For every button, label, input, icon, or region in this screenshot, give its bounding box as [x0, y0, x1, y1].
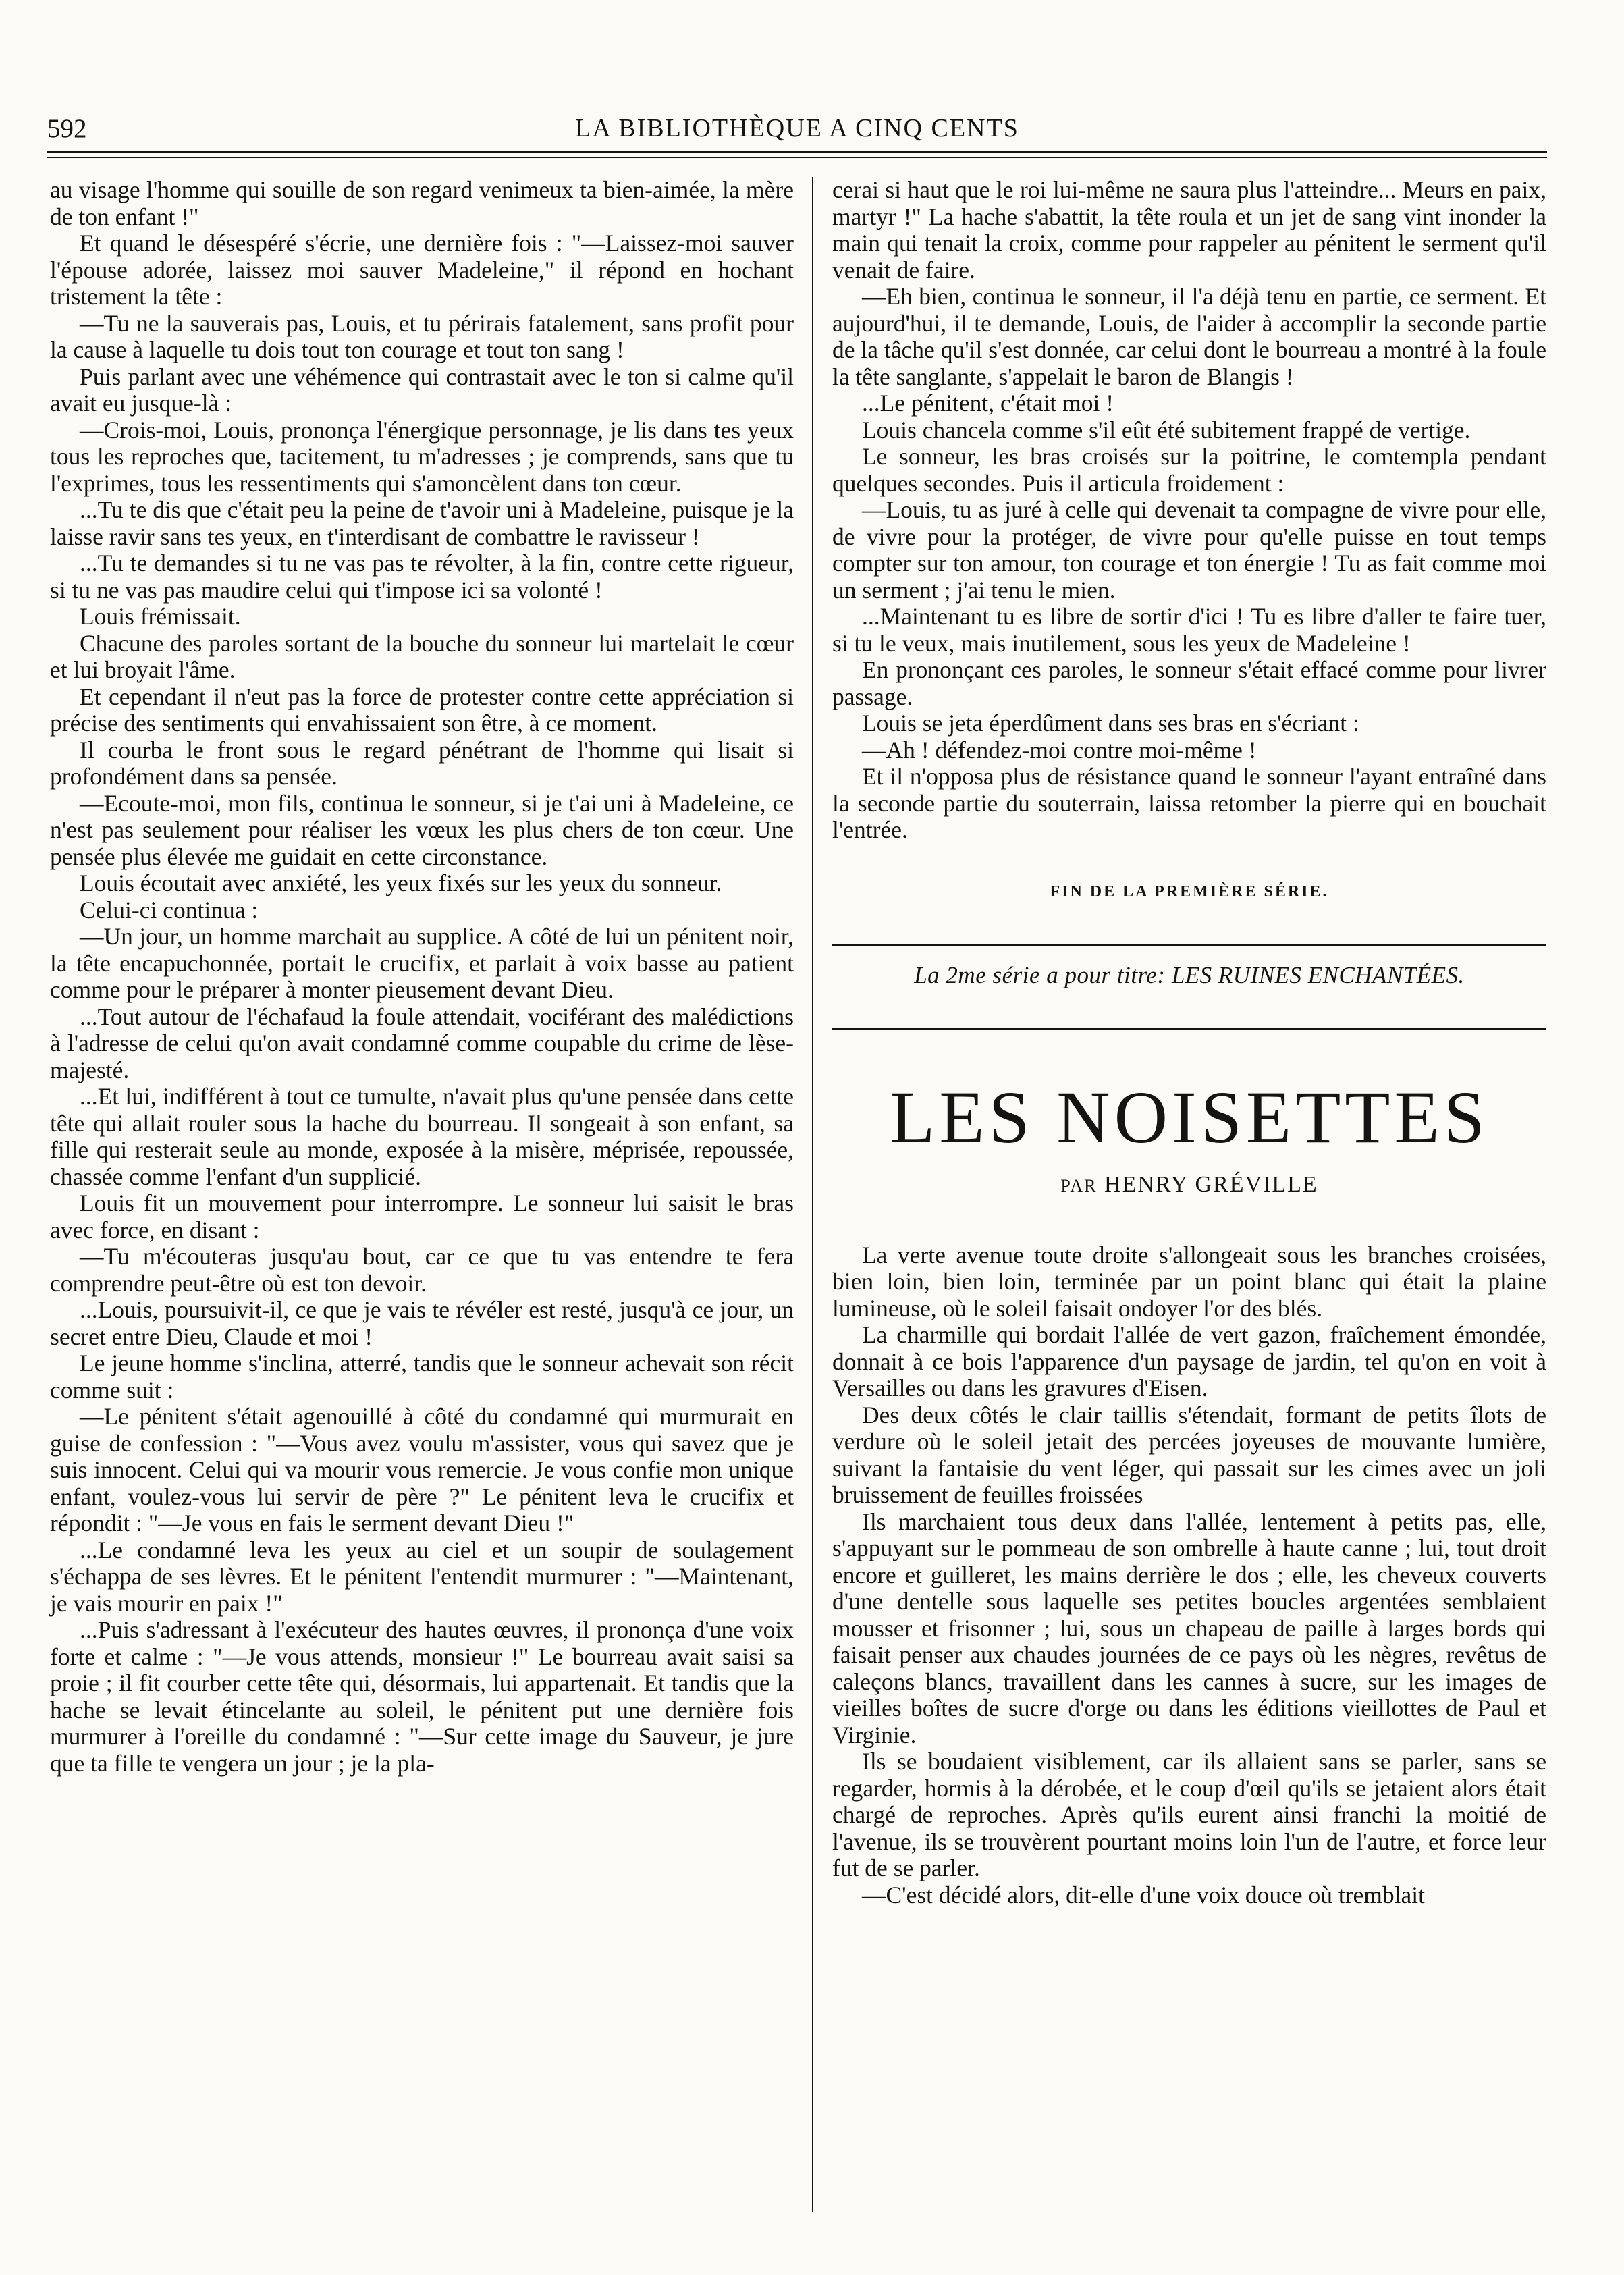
paragraph: Ils se boudaient visiblement, car ils allaient sans se parler, sans se regarder, hormis à la dérobée, et le coup d'œil qu'ils se jetaient alors était chargé de reproches. Après qu'ils eurent ainsi franchi la moitié de l'avenue, ils se trouvèrent pourtant moins loin l'un de l'autre, et force leur fut de se parler. — [832, 1748, 1546, 1881]
section-double-rule — [832, 1028, 1546, 1033]
header-rule-bottom — [47, 157, 1547, 158]
next-series-note: La 2me série a pour titre: LES RUINES ENCHANTÉES. — [914, 961, 1465, 988]
paragraph: ...Le condamné leva les yeux au ciel et un soupir de soulagement s'échappa de ses lèvres. Et le pénitent l'entendit murmurer : "—Maintenant, je vais mourir en paix !" — [50, 1536, 794, 1617]
page-header — [47, 108, 1547, 149]
paragraph: ...Et lui, indifférent à tout ce tumulte, n'avait plus qu'une pensée dans cette tête qui allait rouler sous la hache du bourreau. Il songeait à son enfant, sa fille qui resterait seule au monde, exposée à la misère, méprisée, repoussée, chassée comme l'enfant d'un supplicié. — [50, 1083, 794, 1190]
paragraph: Louis fit un mouvement pour interrompre. Le sonneur lui saisit le bras avec force, en disant : — [50, 1189, 794, 1243]
paragraph: La verte avenue toute droite s'allongeait sous les branches croisées, bien loin, bien loin, terminée par un point blanc qui était la plaine lumineuse, où le soleil faisait ondoyer l'or des blés. — [832, 1241, 1546, 1322]
paragraph: —Tu m'écouteras jusqu'au bout, car ce que tu vas entendre te fera comprendre peut-être où est ton devoir. — [50, 1243, 794, 1297]
paragraph: au visage l'homme qui souille de son regard venimeux ta bien-aimée, la mère de ton enfant !" — [50, 176, 794, 230]
paragraph: ...Tout autour de l'échafaud la foule attendait, vociférant des malédictions à l'adresse de celui qu'on avait condamné comme coupable du crime de lèse-majesté. — [50, 1002, 794, 1083]
novel-title: LES NOISETTES — [890, 1075, 1489, 1158]
byline — [832, 1172, 1546, 1198]
paragraph: Il courba le front sous le regard pénétrant de l'homme qui lisait si profondément dans sa pensée. — [50, 736, 794, 790]
paragraph: En prononçant ces paroles, le sonneur s'était effacé comme pour livrer passage. — [832, 656, 1546, 710]
end-of-series-label: FIN DE LA PREMIÈRE SÉRIE. — [1050, 882, 1329, 901]
running-title: LA BIBLIOTHÈQUE A CINQ CENTS — [575, 114, 1019, 142]
page-number: 592 — [47, 114, 87, 143]
left-column — [50, 177, 794, 1777]
paragraph: ...Louis, poursuivit-il, ce que je vais te révéler est resté, jusqu'à ce jour, un secret entre Dieu, Claude et moi ! — [50, 1296, 794, 1350]
paragraph: Louis frémissait. — [80, 603, 241, 630]
paragraph: Louis chancela comme s'il eût été subitement frappé de vertige. — [862, 416, 1471, 444]
header-rule-top — [47, 151, 1547, 153]
paragraph: Et quand le désespéré s'écrie, une dernière fois : "—Laissez-moi sauver l'épouse adorée, laissez moi sauver Madeleine," il répond en hochant tristement la tête : — [50, 230, 794, 310]
paragraph: ...Puis s'adressant à l'exécuteur des hautes œuvres, il prononça d'une voix forte et calme : "—Je vous attends, monsieur !" Le bourreau avait saisi sa proie ; il fit courber cette tête qui, désormais, lui appartenait. Et tandis que la hache se levait étincelante au soleil, le pénitent put une dernière fois murmurer à l'oreille du condamné : "—Sur cette image du Sauveur, je jure que ta fille te vengera un jour ; je la pla- — [50, 1616, 794, 1777]
paragraph: —Ecoute-moi, mon fils, continua le sonneur, si je t'ai uni à Madeleine, ce n'est pas seulement pour réaliser les vœux les plus chers de ton cœur. Une pensée plus élevée me guidait en cette circonstance. — [50, 789, 794, 870]
paragraph: Le sonneur, les bras croisés sur la poitrine, le comtempla pendant quelques secondes. Puis il articula froidement : — [832, 443, 1546, 497]
paragraph: ...Maintenant tu es libre de sortir d'ici ! Tu es libre d'aller te faire tuer, si tu le veux, mais inutilement, sous les yeux de Madeleine ! — [832, 603, 1546, 657]
paragraph: Puis parlant avec une véhémence qui contrastait avec le ton si calme qu'il avait eu jusque-là : — [50, 363, 794, 417]
paragraph: Chacune des paroles sortant de la bouche du sonneur lui martelait le cœur et lui broyait l'âme. — [50, 629, 794, 683]
paragraph: ...Tu te demandes si tu ne vas pas te révolter, à la fin, contre cette rigueur, si tu ne vas pas maudire celui qui t'impose ici sa volonté ! — [50, 550, 794, 604]
right-column — [832, 177, 1546, 1908]
paragraph: La charmille qui bordait l'allée de vert gazon, fraîchement émondée, donnait à ce bois l'apparence d'un paysage de jardin, tel qu'on en voit à Versailles ou dans les gravures d'Eisen. — [832, 1321, 1546, 1401]
paragraph: Le jeune homme s'inclina, atterré, tandis que le sonneur achevait son récit comme suit : — [50, 1349, 794, 1403]
paragraph: Louis écoutait avec anxiété, les yeux fixés sur les yeux du sonneur. — [80, 869, 722, 896]
paragraph: —Crois-moi, Louis, prononça l'énergique personnage, je lis dans tes yeux tous les reproches que, tacitement, tu m'adresses ; je comprends, sans que tu l'exprimes, tous les ressentiments qui s'amoncèlent dans ton cœur. — [50, 416, 794, 497]
paragraph: Et cependant il n'eut pas la force de protester contre cette appréciation si précise des sentiments qui envahissaient son être, à ce moment. — [50, 682, 794, 737]
paragraph: Ils marchaient tous deux dans l'allée, lentement à petits pas, elle, s'appuyant sur le pommeau de son ombrelle à haute canne ; lui, tout droit encore et guilleret, les mains derrière le dos ; elle, les cheveux couverts d'une dentelle sous laquelle ses petites boucles argentées semblaient mousser et frisonner ; lui, sous un chapeau de paille à larges bords qui faisait penser aux chaudes journées de ce pays où les nègres, revêtus de caleçons blancs, travaillent dans les cannes à sucre, sur les images de vieilles boîtes de sucre d'orge ou dans les éditions vieillottes de Paul et Virginie. — [832, 1507, 1546, 1748]
paragraph: —C'est décidé alors, dit-elle d'une voix douce où tremblait — [862, 1881, 1425, 1908]
paragraph: —Louis, tu as juré à celle qui devenait ta compagne de vivre pour elle, de vivre pour la protéger, de vivre pour qu'elle puisse en tout temps compter sur ton amour, ton courage et ton énergie ! Tu as fait comme moi un serment ; j'ai tenu le mien. — [832, 496, 1546, 604]
serial-conclusion — [832, 177, 1546, 844]
paragraph: ...Le pénitent, c'était moi ! — [862, 390, 1114, 417]
byline-prefix: PAR — [1060, 1175, 1098, 1196]
paragraph: ...Tu te dis que c'était peu la peine de t'avoir uni à Madeleine, puisque je la laisse ravir sans tes yeux, en t'interdisant de combattre le ravisseur ! — [50, 496, 794, 550]
byline-author: HENRY GRÉVILLE — [1104, 1171, 1318, 1197]
paragraph: Louis se jeta éperdûment dans ses bras en s'écriant : — [862, 710, 1359, 737]
column-divider — [812, 177, 813, 2212]
paragraph: —Eh bien, continua le sonneur, il l'a déjà tenu en partie, ce serment. Et aujourd'hui, il te demande, Louis, de l'aider à accomplir la seconde partie de la tâche qu'il s'est donnée, car celui dont le bourreau a montré à la foule la tête sanglante, s'appelait le baron de Blangis ! — [832, 283, 1546, 390]
story-text — [832, 1242, 1546, 1909]
paragraph: —Ah ! défendez-moi contre moi-même ! — [862, 736, 1257, 764]
paragraph: —Le pénitent s'était agenouillé à côté du condamné qui murmurait en guise de confession : "—Vous avez voulu m'assister, vous qui savez que je suis innocent. Celui qui va mourir vous remercie. Je vous confie mon unique enfant, voulez-vous lui servir de père ?" Le pénitent leva le crucifix et répondit : "—Je vous en fais le serment devant Dieu !" — [50, 1403, 794, 1536]
paragraph: Des deux côtés le clair taillis s'étendait, formant de petits îlots de verdure où le soleil jetait des percées joyeuses de mouvante lumière, suivant la fantaisie du vent léger, qui passait sur les cimes avec un joli bruissement de feuilles froissées — [832, 1401, 1546, 1508]
paragraph: Et il n'opposa plus de résistance quand le sonneur l'ayant entraîné dans la seconde partie du souterrain, laissa retomber la pierre qui en bouchait l'entrée. — [832, 763, 1546, 843]
paragraph: cerai si haut que le roi lui-même ne saura plus l'atteindre... Meurs en paix, martyr !" La hache s'abattit, la tête roula et un jet de sang vint inonder la main qui tenait la croix, comme pour rappeler au pénitent le serment qu'il venait de faire. — [832, 176, 1546, 284]
paragraph: Celui-ci continua : — [80, 896, 259, 924]
section-rule — [832, 944, 1546, 946]
paragraph: —Un jour, un homme marchait au supplice. A côté de lui un pénitent noir, la tête encapuchonnée, portait le crucifix, et parlait à voix basse au patient comme pour le préparer à monter pieusement devant Dieu. — [50, 923, 794, 1003]
paragraph: —Tu ne la sauverais pas, Louis, et tu périrais fatalement, sans profit pour la cause à laquelle tu dois tout ton courage et tout ton sang ! — [50, 309, 794, 363]
